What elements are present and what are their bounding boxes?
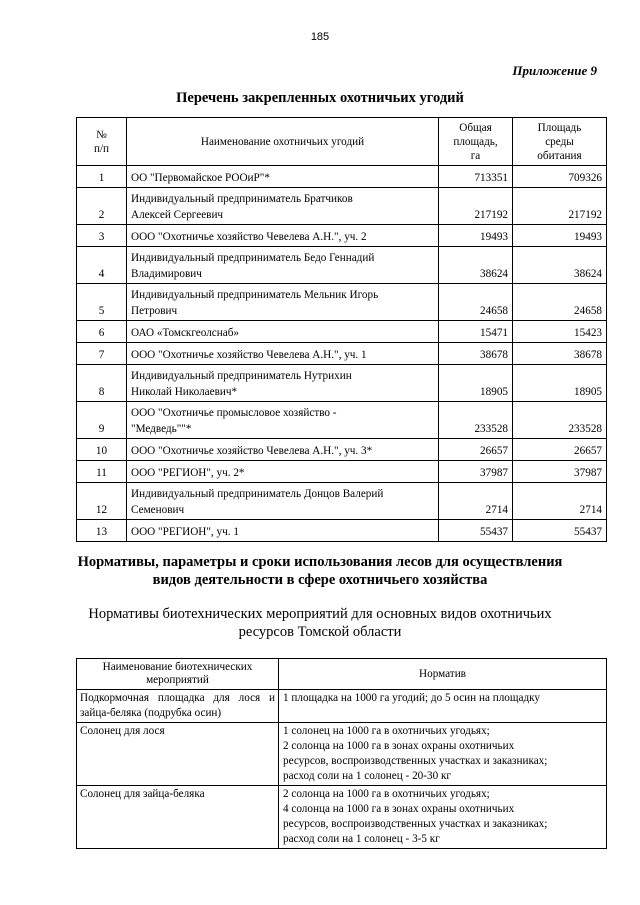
row-name-line: Индивидуальный предприниматель Братчиков (131, 193, 353, 205)
appendix-label: Приложение 9 (512, 63, 597, 78)
row-norm (279, 690, 607, 723)
table-header-row (77, 118, 607, 166)
title-line: видов деятельности в сфере охотничьего хозяйства (152, 572, 488, 588)
norm-line: расход соли на 1 солонец - 20-30 кг (283, 770, 451, 782)
row-measure-name: Подкормочная площадка для лося и зайца-беляка (подрубка осин) (77, 690, 279, 723)
table-row (77, 365, 607, 402)
row-num: 11 (77, 461, 127, 483)
header-measure-line: мероприятий (146, 674, 209, 686)
row-total-area: 26657 (439, 439, 513, 461)
norm-line: ресурсов, воспроизводственных участках и заказниках; (283, 818, 548, 830)
row-habitat-area: 2714 (513, 483, 607, 520)
row-name (127, 483, 439, 520)
row-name-line: Индивидуальный предприниматель Нутрихин (131, 370, 352, 382)
table-row (77, 439, 607, 461)
table-row (77, 461, 607, 483)
row-name (127, 402, 439, 439)
row-num: 7 (77, 343, 127, 365)
row-name-line: Алексей Сергеевич (131, 209, 224, 221)
row-name-line: Индивидуальный предприниматель Донцов Валерий (131, 488, 384, 500)
header-total-area (439, 118, 513, 166)
table-row (77, 343, 607, 365)
header-num-line: № (96, 128, 107, 141)
biotech-norms-table (76, 658, 607, 849)
header-total-line: Общая (459, 121, 492, 134)
row-name-line: Петрович (131, 305, 178, 317)
row-num: 3 (77, 225, 127, 247)
row-habitat-area: 37987 (513, 461, 607, 483)
row-name (127, 247, 439, 284)
norm-line: 2 солонца на 1000 га в охотничьих угодьях; (283, 788, 490, 800)
row-total-area: 217192 (439, 188, 513, 225)
row-num: 2 (77, 188, 127, 225)
row-num: 12 (77, 483, 127, 520)
norm-line: 1 солонец на 1000 га в охотничьих угодьях; (283, 725, 490, 737)
header-measure-name (77, 659, 279, 690)
row-total-area: 15471 (439, 321, 513, 343)
row-name: ООО "Охотничье хозяйство Чевелева А.Н.", уч. 1 (127, 343, 439, 365)
header-total-line: га (470, 149, 481, 162)
header-num-line: п/п (93, 142, 110, 155)
row-name-line: "Медведь""* (131, 423, 192, 435)
row-num: 9 (77, 402, 127, 439)
table-row (77, 166, 607, 188)
table-row (77, 520, 607, 542)
table-row (77, 690, 607, 723)
table-row (77, 723, 607, 786)
row-num: 5 (77, 284, 127, 321)
header-habitat-area (513, 118, 607, 166)
row-total-area: 713351 (439, 166, 513, 188)
table-row (77, 284, 607, 321)
row-num: 6 (77, 321, 127, 343)
row-name: ООО "Охотничье хозяйство Чевелева А.Н.", уч. 2 (127, 225, 439, 247)
row-name (127, 365, 439, 402)
row-total-area: 18905 (439, 365, 513, 402)
row-habitat-area: 15423 (513, 321, 607, 343)
row-num: 10 (77, 439, 127, 461)
biotech-norms-subtitle (0, 605, 640, 641)
row-total-area: 38624 (439, 247, 513, 284)
row-habitat-area: 709326 (513, 166, 607, 188)
row-name-line: ООО "Охотничье промысловое хозяйство - (131, 407, 337, 419)
norm-line: расход соли на 1 солонец - 3-5 кг (283, 833, 440, 845)
row-habitat-area: 233528 (513, 402, 607, 439)
forest-use-norms-title (0, 553, 640, 589)
row-habitat-area: 38624 (513, 247, 607, 284)
row-name: ООО "Охотничье хозяйство Чевелева А.Н.", уч. 3* (127, 439, 439, 461)
row-measure-name: Солонец для лося (77, 723, 279, 786)
row-habitat-area: 38678 (513, 343, 607, 365)
norm-line: 1 площадка на 1000 га угодий; до 5 осин на площадку (283, 692, 541, 704)
hunting-grounds-title: Перечень закрепленных охотничьих угодий (176, 90, 464, 106)
row-num: 1 (77, 166, 127, 188)
row-total-area: 24658 (439, 284, 513, 321)
row-habitat-area: 26657 (513, 439, 607, 461)
row-num: 8 (77, 365, 127, 402)
subtitle-line: ресурсов Томской области (238, 624, 402, 640)
hunting-grounds-table (76, 117, 607, 542)
row-name-line: Индивидуальный предприниматель Бедо Геннадий (131, 252, 375, 264)
subtitle-line: Нормативы биотехнических мероприятий для основных видов охотничьих (88, 606, 552, 622)
row-num: 13 (77, 520, 127, 542)
row-name-line: Владимирович (131, 268, 202, 280)
row-name (127, 284, 439, 321)
header-habitat-line: среды (545, 135, 574, 148)
row-norm (279, 723, 607, 786)
page-number: 185 (310, 31, 330, 43)
header-habitat-line: Площадь (537, 121, 582, 134)
row-total-area: 2714 (439, 483, 513, 520)
table-row (77, 188, 607, 225)
row-name: ОО "Первомайское РООиР"* (127, 166, 439, 188)
row-measure-name: Солонец для зайца-беляка (77, 786, 279, 849)
row-norm (279, 786, 607, 849)
table-row (77, 321, 607, 343)
row-name-line: Индивидуальный предприниматель Мельник Игорь (131, 289, 379, 301)
row-habitat-area: 24658 (513, 284, 607, 321)
row-habitat-area: 18905 (513, 365, 607, 402)
table-row (77, 483, 607, 520)
row-name-line: Николай Николаевич* (131, 386, 238, 398)
row-name (127, 188, 439, 225)
header-norm: Норматив (279, 659, 607, 690)
table-row (77, 247, 607, 284)
norm-line: 4 солонца на 1000 га в зонах охраны охотничьих (283, 803, 515, 815)
table-header-row (77, 659, 607, 690)
title-line: Нормативы, параметры и сроки использования лесов для осуществления (77, 554, 563, 570)
header-habitat-line: обитания (537, 149, 582, 162)
header-measure-line: Наименование биотехнических (102, 661, 253, 673)
row-habitat-area: 55437 (513, 520, 607, 542)
row-habitat-area: 217192 (513, 188, 607, 225)
norm-line: ресурсов, воспроизводственных участках и заказниках; (283, 755, 548, 767)
row-total-area: 37987 (439, 461, 513, 483)
row-total-area: 38678 (439, 343, 513, 365)
norm-line: 2 солонца на 1000 га в зонах охраны охотничьих (283, 740, 515, 752)
row-name-line: Семенович (131, 504, 185, 516)
header-name: Наименование охотничьих угодий (127, 118, 439, 166)
table-row (77, 786, 607, 849)
row-habitat-area: 19493 (513, 225, 607, 247)
row-total-area: 19493 (439, 225, 513, 247)
row-name: ООО "РЕГИОН", уч. 2* (127, 461, 439, 483)
table-row (77, 402, 607, 439)
row-total-area: 233528 (439, 402, 513, 439)
row-name: ОАО «Томскгеолснаб» (127, 321, 439, 343)
row-total-area: 55437 (439, 520, 513, 542)
row-num: 4 (77, 247, 127, 284)
row-name: ООО "РЕГИОН", уч. 1 (127, 520, 439, 542)
table-row (77, 225, 607, 247)
header-total-line: площадь, (453, 135, 498, 148)
header-num (77, 118, 127, 166)
